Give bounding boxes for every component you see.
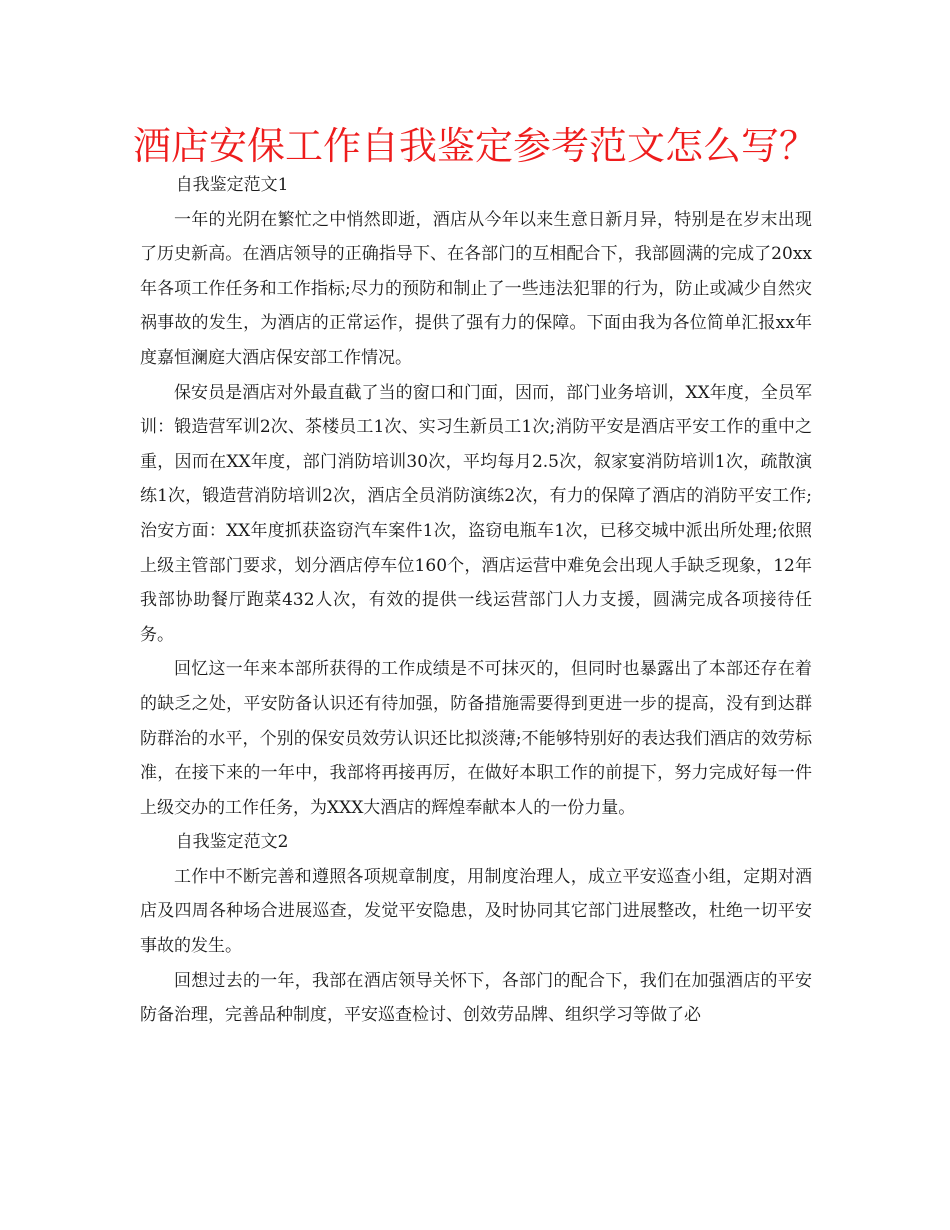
document-title: 酒店安保工作自我鉴定参考范文怎么写？ bbox=[132, 124, 817, 168]
body-paragraph: 保安员是酒店对外最直截了当的窗口和门面，因而，部门业务培训，XX年度，全员军训：锻造营军训2次、茶楼员工1次、实习生新员工1次;消防平安是酒店平安工作的重中之重，因而在XX年度，部门消防培训30次，平均每月2.5次，叙家宴消防培训1次，疏散演练1次，锻造营消防培训2次，酒店全员消防演练2次，有力的保障了酒店的消防平安工作;治安方面：XX年度抓获盗窃汽车案件1次，盗窃电瓶车1次，已移交城中派出所处理;依照上级主管部门要求，划分酒店停车位160个，酒店运营中难免会出现人手缺乏现象，12年我部协助餐厅跑菜432人次，有效的提供一线运营部门人力支援，圆满完成各项接待任务。 bbox=[140, 382, 812, 645]
document-body bbox=[140, 168, 812, 1033]
body-paragraph: 回想过去的一年，我部在酒店领导关怀下，各部门的配合下，我们在加强酒店的平安防备治理，完善品种制度，平安巡查检讨、创效劳品牌、组织学习等做了必 bbox=[140, 970, 812, 1026]
body-paragraph: 回忆这一年来本部所获得的工作成绩是不可抹灭的，但同时也暴露出了本部还存在着的缺乏之处，平安防备认识还有待加强，防备措施需要得到更进一步的提高，没有到达群防群治的水平，个别的保安员效劳认识还比拟淡薄;不能够特别好的表达我们酒店的效劳标准，在接下来的一年中，我部将再接再厉，在做好本职工作的前提下，努力完成好每一件上级交办的工作任务，为XXX大酒店的辉煌奉献本人的一份力量。 bbox=[140, 659, 812, 818]
body-paragraph: 工作中不断完善和遵照各项规章制度，用制度治理人，成立平安巡查小组，定期对酒店及四周各种场合进展巡查，发觉平安隐患，及时协同其它部门进展整改，杜绝一切平安事故的发生。 bbox=[140, 866, 812, 957]
section-heading: 自我鉴定范文1 bbox=[175, 175, 289, 195]
body-paragraph: 一年的光阴在繁忙之中悄然即逝，酒店从今年以来生意日新月异，特别是在岁末出现了历史新高。在酒店领导的正确指导下、在各部门的互相配合下，我部圆满的完成了20xx年各项工作任务和工作指标;尽力的预防和制止了一些违法犯罪的行为，防止或减少自然灾祸事故的发生，为酒店的正常运作，提供了强有力的保障。下面由我为各位简单汇报xx年度嘉恒澜庭大酒店保安部工作情况。 bbox=[140, 209, 812, 368]
section-heading: 自我鉴定范文2 bbox=[175, 832, 289, 853]
